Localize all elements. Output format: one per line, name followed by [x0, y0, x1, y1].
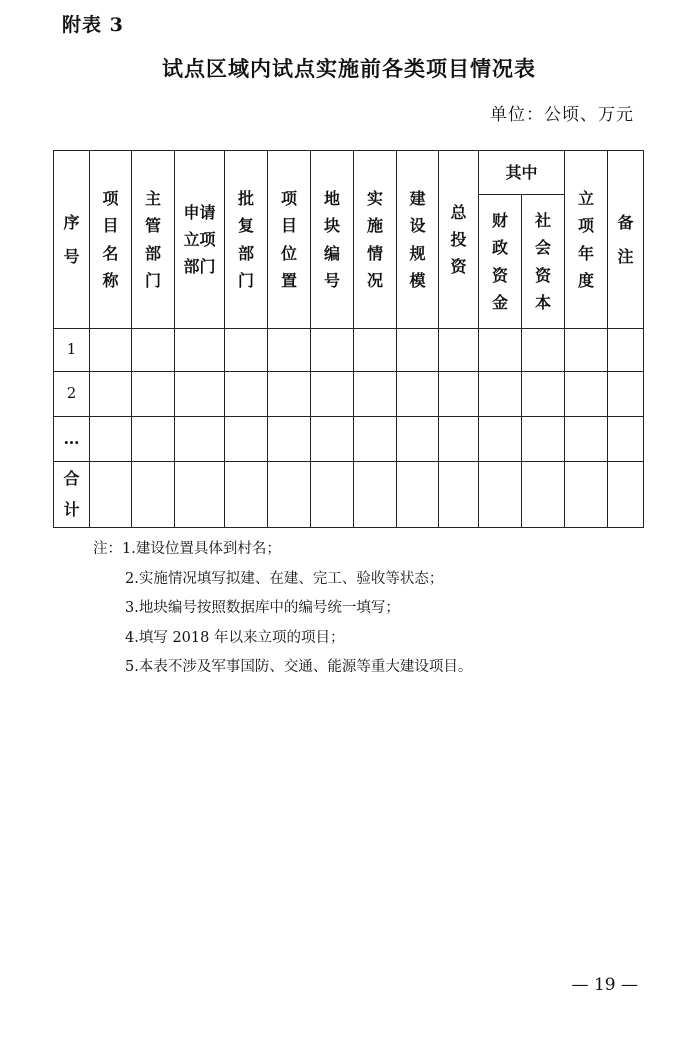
header-approval: 批 复 部 门 [225, 151, 268, 329]
header-social: 社 会 资 本 [522, 195, 565, 329]
header-seq: 序 号 [54, 151, 90, 329]
notes-block [93, 535, 472, 683]
note-item: 3.地块编号按照数据库中的编号统一填写； [125, 600, 400, 616]
total-label: 合 计 [54, 462, 90, 528]
header-dept: 主 管 部 门 [132, 151, 175, 329]
header-year: 立 项 年 度 [565, 151, 608, 329]
header-project-name: 项 目 名 称 [90, 151, 132, 329]
header-location: 项 目 位 置 [268, 151, 311, 329]
note-item: 注：1.建设位置具体到村名； [93, 541, 281, 557]
header-investment: 总 投 资 [439, 151, 479, 329]
row-number: 1 [54, 329, 90, 372]
header-scale: 建 设 规 模 [397, 151, 439, 329]
header-fiscal: 财 政 资 金 [479, 195, 522, 329]
note-item: 5.本表不涉及军事国防、交通、能源等重大建设项目。 [125, 659, 473, 675]
header-applicant: 申请 立项 部门 [175, 151, 225, 329]
row-number: … [54, 417, 90, 462]
note-item: 4.填写 2018 年以来立项的项目； [125, 629, 345, 646]
annex-label: 附表 3 [62, 14, 124, 36]
total-row [54, 462, 644, 528]
page-number: — 19 — [571, 975, 638, 995]
page-title: 试点区域内试点实施前各类项目情况表 [162, 56, 536, 81]
project-table [53, 150, 644, 528]
table-row [54, 329, 644, 372]
header-status: 实 施 情 况 [354, 151, 397, 329]
unit-label: 单位：公顷、万元 [490, 105, 634, 125]
header-remarks: 备 注 [608, 151, 644, 329]
header-of-which: 其中 [479, 151, 565, 195]
header-row [54, 151, 644, 195]
header-parcel: 地 块 编 号 [311, 151, 354, 329]
table-row [54, 372, 644, 417]
row-number: 2 [54, 372, 90, 417]
table-row [54, 417, 644, 462]
note-item: 2.实施情况填写拟建、在建、完工、验收等状态； [125, 570, 444, 587]
